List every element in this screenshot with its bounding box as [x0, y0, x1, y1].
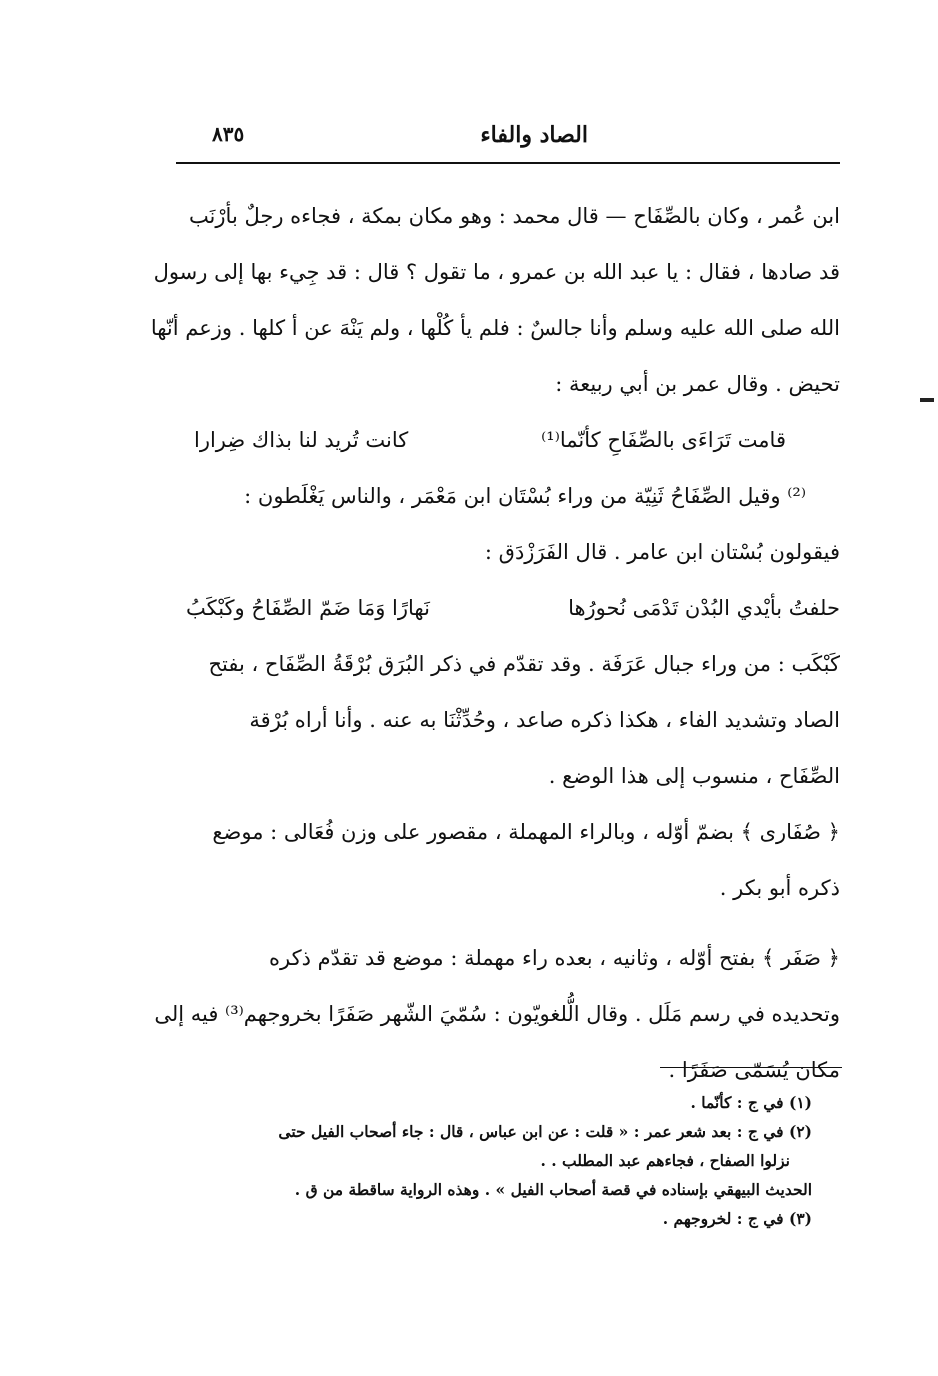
body-line: الصِّفَاح ، منسوب إلى هذا الوضع .	[548, 764, 840, 788]
body-line: قد صادها ، فقال : يا عبد الله بن عمرو ، ما تقول ؟ قال : قد جِيء بها إلى رسول	[153, 260, 840, 284]
entry-line: ﴿ صُفَارى ﴾ بضمّ أوّله ، وبالراء المهملة ، مقصور على وزن فُعَالى : موضع	[212, 820, 840, 844]
verse-hemistich-left: كانت تُريد لنا بذاك ضِرارا	[194, 428, 409, 452]
paragraph-gap	[186, 916, 840, 930]
footnotes	[186, 1088, 812, 1233]
entry-line: ذكره أبو بكر .	[719, 876, 840, 900]
body-line: ابن عُمر ، وكان بالصِّفَاح — قال محمد : وهو مكان بمكة ، فجاءه رجلٌ بأرْنَب	[188, 204, 840, 228]
footnote-3: (٣) في ج : لخروجهم .	[662, 1209, 812, 1228]
verse-line-2	[186, 580, 840, 636]
entry-line: ﴿ صَفَر ﴾ بفتح أوّله ، وثانيه ، بعده راء مهملة : موضع قد تقدّم ذكره	[269, 946, 840, 970]
body-line: كَبْكَب : من وراء جبال عَرَفَة . وقد تقدّم في ذكر البُرَق بُرْقَةُ الصِّفَاح ، بفتح	[208, 652, 840, 676]
running-title: الصاد والفاء	[480, 122, 588, 148]
body-line: فيقولون بُسْتان ابن عامر . قال الفَرَزْدَق :	[484, 540, 840, 564]
body-line: ⁽²⁾ وقيل الصِّفَاحُ ثَنِيّة من وراء بُسْتَان ابن مَعْمَر ، والناس يَغْلَطون :	[244, 484, 806, 508]
verse-hemistich-right: حلفتُ بأيْدي البُدْن تَدْمَى نُحورُها	[568, 596, 840, 620]
page-header	[176, 112, 840, 156]
footnote-rule	[660, 1067, 842, 1068]
main-text	[150, 188, 840, 1098]
body-line: الصاد وتشديد الفاء ، هكذا ذكره صاعد ، وحُدِّثْنَا به عنه . وأنا أراه بُرْقة	[249, 708, 840, 732]
verse-hemistich-right: قامت تَرَاءَى بالصِّفَاحِ كأنّما⁽¹⁾	[541, 428, 786, 452]
verse-line-1	[186, 412, 840, 468]
footnote-2-cont: نزلوا الصفاح ، فجاءهم عبد المطلب . .	[540, 1151, 790, 1170]
header-rule	[176, 162, 840, 164]
entry-line: وتحديده في رسم مَلَل . وقال الُّلغويّون : سُمّيَ الشّهر صَفَرًا بخروجهم⁽³⁾ فيه إلى	[154, 1002, 840, 1026]
footnote-2-cont: الحديث البيهقي بإسناده في قصة أصحاب الفيل » . وهذه الرواية ساقطة من ق .	[294, 1180, 812, 1199]
footnote-2: (٢) في ج : بعد شعر عمر : « قلت : عن ابن عباس ، قال : جاء أصحاب الفيل حتى	[278, 1122, 812, 1141]
verse-hemistich-left: نَهارًا وَمَا ضَمّ الصِّفَاحُ وكَبْكَبُ	[186, 596, 430, 620]
body-line: تحيض . وقال عمر بن أبي ربيعة :	[555, 372, 840, 396]
body-line: الله صلى الله عليه وسلم وأنا جالسٌ : فلم يأ كُلْها ، ولم يَنْهَ عن أ كلها . وزعم أنّها	[150, 316, 840, 340]
scan-edge-mark	[920, 398, 934, 402]
page-number: ٨٣٥	[212, 122, 245, 146]
entry-line: مكان يُسَمّى صَفَرًا .	[668, 1058, 840, 1082]
footnote-1: (١) في ج : كأنّما .	[690, 1093, 812, 1112]
